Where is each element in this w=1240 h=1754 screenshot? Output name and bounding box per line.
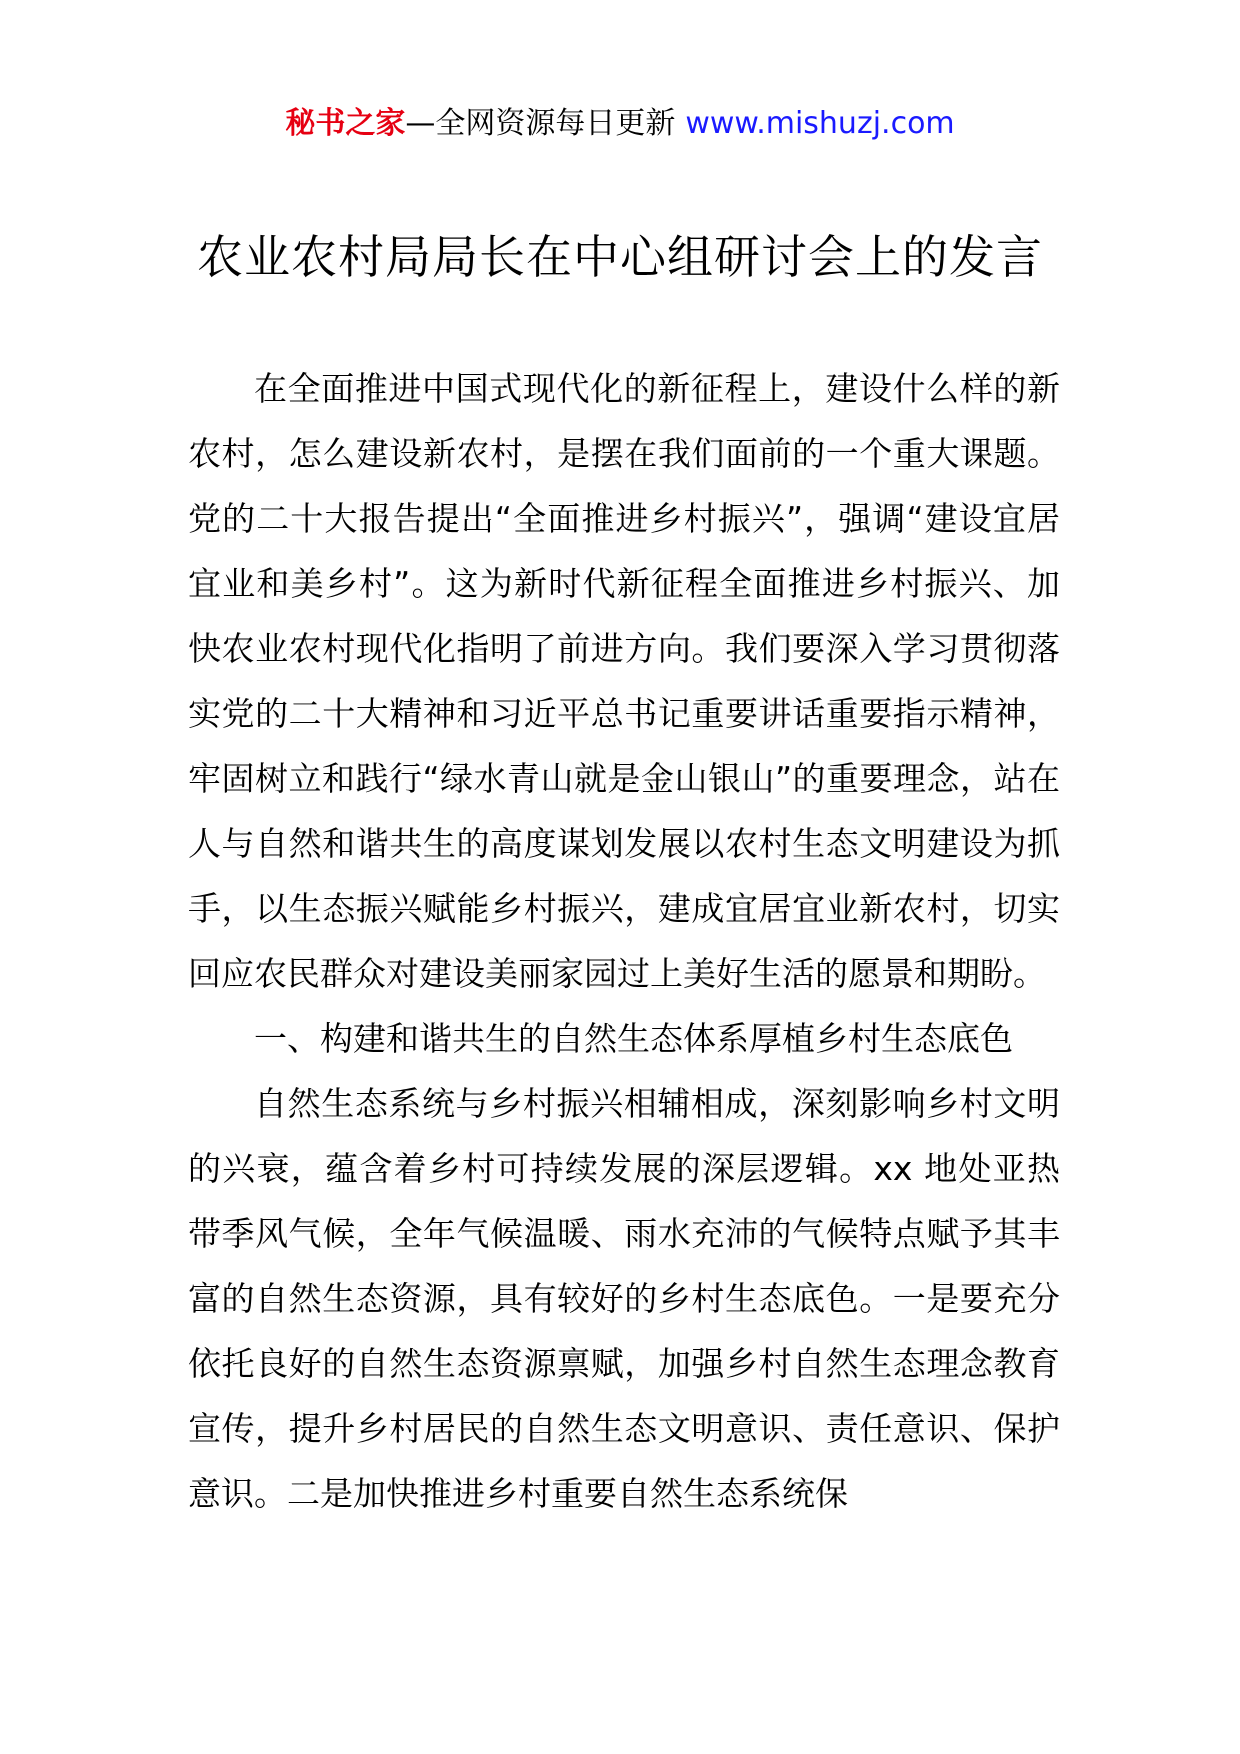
header-slogan: —全网资源每日更新	[405, 106, 676, 141]
site-url-link[interactable]: www.mishuzj.com	[685, 106, 955, 141]
section-heading: 一、构建和谐共生的自然生态体系厚植乡村生态底色	[254, 1019, 1013, 1058]
site-header	[0, 100, 1240, 148]
intro-paragraph: 在全面推进中国式现代化的新征程上，建设什么样的新农村，怎么建设新农村，是摆在我们面前的一个重大课题。党的二十大报告提出“全面推进乡村振兴”，强调“建设宜居宜业和美乡村”。这为新时代新征程全面推进乡村振兴、加快农业农村现代化指明了前进方向。我们要深入学习贯彻落实党的二十大精神和习近平总书记重要讲话重要指示精神，牢固树立和践行“绿水青山就是金山银山”的重要理念，站在人与自然和谐共生的高度谋划发展以农村生态文明建设为抓手，以生态振兴赋能乡村振兴，建成宜居宜业新农村，切实回应农民群众对建设美丽家园过上美好生活的愿景和期盼。	[188, 369, 1060, 993]
section-paragraph: 自然生态系统与乡村振兴相辅相成，深刻影响乡村文明的兴衰，蕴含着乡村可持续发展的深层逻辑。xx 地处亚热带季风气候，全年气候温暖、雨水充沛的气候特点赋予其丰富的自然生态资源，具有较好的乡村生态底色。一是要充分依托良好的自然生态资源禀赋，加强乡村自然生态理念教育宣传，提升乡村居民的自然生态文明意识、责任意识、保护意识。二是加快推进乡村重要自然生态系统保	[188, 1084, 1060, 1513]
brand-name: 秘书之家	[285, 106, 406, 141]
document-body	[188, 356, 1060, 1526]
document-title: 农业农村局局长在中心组研讨会上的发言	[197, 230, 1043, 284]
